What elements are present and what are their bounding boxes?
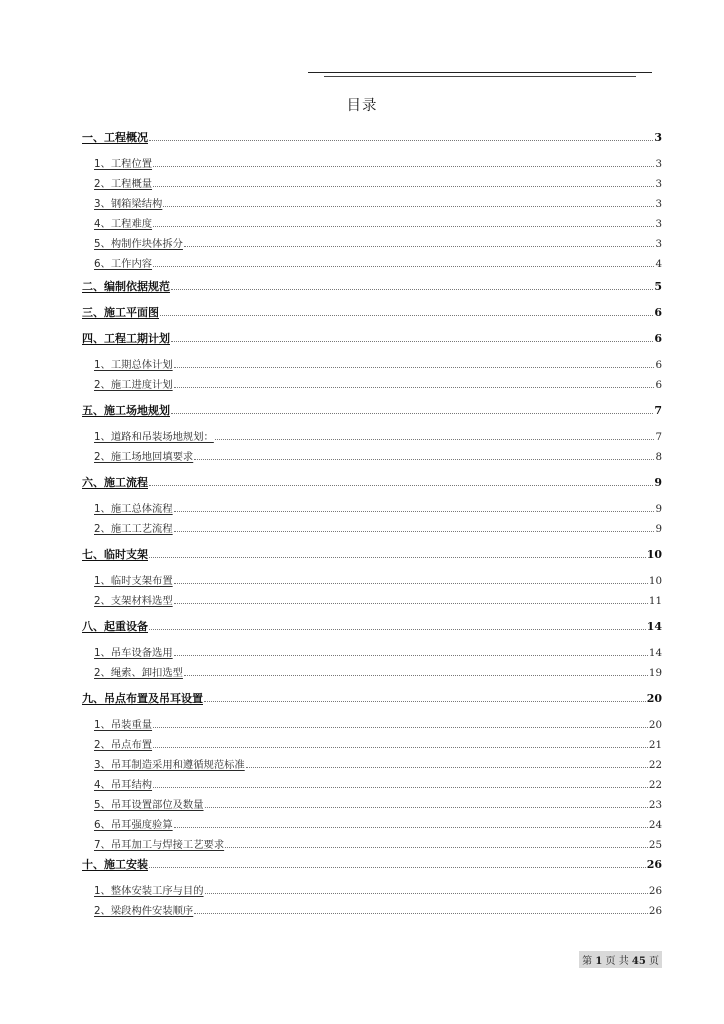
toc-entry-text[interactable]: 6、工作内容 xyxy=(94,258,153,270)
toc-dot-leader xyxy=(149,557,646,558)
toc-dot-leader xyxy=(174,387,655,388)
toc-subsection-entry[interactable] xyxy=(94,520,662,536)
toc-subsection-entry[interactable] xyxy=(94,500,662,516)
toc-section-entry[interactable] xyxy=(82,330,662,346)
toc-page-number[interactable]: 9 xyxy=(655,523,662,535)
toc-dot-leader xyxy=(149,140,653,141)
toc-page-number[interactable]: 26 xyxy=(646,858,662,871)
toc-dot-leader xyxy=(174,531,655,532)
footer-suffix: 页 xyxy=(649,956,659,967)
toc-dot-leader xyxy=(153,727,648,728)
toc-subsection-entry[interactable] xyxy=(94,664,662,680)
toc-dot-leader xyxy=(171,289,653,290)
toc-subsection-entry[interactable] xyxy=(94,756,662,772)
toc-dot-leader xyxy=(174,603,648,604)
toc-page-number[interactable]: 3 xyxy=(655,218,662,230)
toc-dot-leader xyxy=(174,583,648,584)
toc-dot-leader xyxy=(149,867,646,868)
toc-entry-text[interactable]: 四、工程工期计划 xyxy=(82,332,170,345)
toc-subsection-entry[interactable] xyxy=(94,796,662,812)
toc-section-entry[interactable] xyxy=(82,278,662,294)
toc-subsection-entry[interactable] xyxy=(94,816,662,832)
toc-dot-leader xyxy=(194,913,648,914)
toc-subsection-entry[interactable] xyxy=(94,644,662,660)
toc-page-number[interactable]: 22 xyxy=(648,779,662,791)
toc-dot-leader xyxy=(184,675,648,676)
toc-dot-leader xyxy=(153,747,648,748)
toc-entry-text[interactable]: 1、吊车设备选用 xyxy=(94,647,173,659)
toc-page-number[interactable]: 14 xyxy=(646,620,662,633)
toc-title: 目录 xyxy=(346,98,378,114)
toc-entry-text[interactable]: 1、整体安装工序与目的 xyxy=(94,885,204,897)
toc-page-number[interactable]: 5 xyxy=(654,280,662,293)
toc-page-number[interactable]: 24 xyxy=(648,819,662,831)
toc-subsection-entry[interactable] xyxy=(94,155,662,171)
toc-section-entry[interactable] xyxy=(82,474,662,490)
toc-entry-text[interactable]: 二、编制依据规范 xyxy=(82,280,170,293)
toc-entry-text[interactable]: 2、工程概量 xyxy=(94,178,153,190)
toc-entry-text[interactable]: 2、绳索、卸扣选型 xyxy=(94,667,183,679)
toc-dot-leader xyxy=(215,439,655,440)
footer-prefix: 第 xyxy=(582,956,593,967)
toc-page-number[interactable]: 9 xyxy=(655,503,662,515)
toc-subsection-entry[interactable] xyxy=(94,776,662,792)
toc-page-number[interactable]: 3 xyxy=(655,198,662,210)
toc-page-number[interactable]: 3 xyxy=(655,238,662,250)
toc-subsection-entry[interactable] xyxy=(94,428,662,444)
toc-dot-leader xyxy=(163,206,654,207)
toc-page-number[interactable]: 22 xyxy=(648,759,662,771)
toc-subsection-entry[interactable] xyxy=(94,882,662,898)
toc-entry-text[interactable]: 5、吊耳设置部位及数量 xyxy=(94,799,204,811)
toc-section-entry[interactable] xyxy=(82,546,662,562)
toc-page-number[interactable]: 7 xyxy=(654,404,662,417)
toc-dot-leader xyxy=(153,166,654,167)
toc-page-number[interactable]: 21 xyxy=(648,739,662,751)
toc-dot-leader xyxy=(184,246,655,247)
toc-dot-leader xyxy=(149,629,646,630)
toc-entry-text[interactable]: 2、施工场地回填要求 xyxy=(94,451,194,463)
toc-entry-text[interactable]: 4、吊耳结构 xyxy=(94,779,153,791)
toc-section-entry[interactable] xyxy=(82,129,662,145)
toc-dot-leader xyxy=(171,341,653,342)
toc-subsection-entry[interactable] xyxy=(94,255,662,271)
toc-page-number[interactable]: 19 xyxy=(648,667,662,679)
toc-page-number[interactable]: 26 xyxy=(648,905,662,917)
toc-dot-leader xyxy=(153,266,654,267)
toc-subsection-entry[interactable] xyxy=(94,215,662,231)
toc-subsection-entry[interactable] xyxy=(94,376,662,392)
toc-dot-leader xyxy=(153,226,654,227)
toc-entry-text[interactable]: 1、吊装重量 xyxy=(94,719,153,731)
toc-subsection-entry[interactable] xyxy=(94,356,662,372)
toc-section-entry[interactable] xyxy=(82,690,662,706)
toc-section-entry[interactable] xyxy=(82,402,662,418)
toc-subsection-entry[interactable] xyxy=(94,902,662,918)
toc-entry-text[interactable]: 1、道路和吊装场地规划： xyxy=(94,431,214,443)
toc-page-number[interactable]: 26 xyxy=(648,885,662,897)
footer-total-pages: 45 xyxy=(631,956,646,967)
toc-dot-leader xyxy=(204,701,646,702)
toc-entry-text[interactable]: 1、施工总体流程 xyxy=(94,503,173,515)
toc-dot-leader xyxy=(153,186,654,187)
toc-entry-text[interactable]: 一、工程概况 xyxy=(82,131,148,144)
toc-entry-text[interactable]: 4、工程难度 xyxy=(94,218,153,230)
toc-section-entry[interactable] xyxy=(82,856,662,872)
toc-page-number[interactable]: 14 xyxy=(648,647,662,659)
toc-entry-text[interactable]: 2、支架材料选型 xyxy=(94,595,173,607)
toc-entry-text[interactable]: 7、吊耳加工与焊接工艺要求 xyxy=(94,839,225,851)
toc-page-number[interactable]: 6 xyxy=(654,306,662,319)
toc-page-number[interactable]: 20 xyxy=(648,719,662,731)
toc-subsection-entry[interactable] xyxy=(94,195,662,211)
toc-dot-leader xyxy=(225,847,648,848)
toc-entry-text[interactable]: 3、钢箱梁结构 xyxy=(94,198,163,210)
toc-entry-text[interactable]: 七、临时支架 xyxy=(82,548,148,561)
toc-entry-text[interactable]: 三、施工平面图 xyxy=(82,306,159,319)
toc-subsection-entry[interactable] xyxy=(94,736,662,752)
toc-entry-text[interactable]: 2、吊点布置 xyxy=(94,739,153,751)
toc-dot-leader xyxy=(174,367,655,368)
toc-page-number[interactable]: 6 xyxy=(654,332,662,345)
toc-entry-text[interactable]: 2、施工进度计划 xyxy=(94,379,173,391)
toc-entry-text[interactable]: 五、施工场地规划 xyxy=(82,404,170,417)
toc-dot-leader xyxy=(153,787,648,788)
toc-page-number[interactable]: 7 xyxy=(655,431,662,443)
toc-entry-text[interactable]: 六、施工流程 xyxy=(82,476,148,489)
toc-page-number[interactable]: 4 xyxy=(655,258,662,270)
toc-page-number[interactable]: 10 xyxy=(646,548,662,561)
toc-dot-leader xyxy=(174,827,648,828)
toc-page-number[interactable]: 11 xyxy=(648,595,662,607)
toc-dot-leader xyxy=(160,315,653,316)
toc-dot-leader xyxy=(149,485,653,486)
toc-dot-leader xyxy=(246,767,648,768)
toc-dot-leader xyxy=(171,413,653,414)
toc-entry-text[interactable]: 2、梁段构件安装顺序 xyxy=(94,905,194,917)
toc-page-number[interactable]: 3 xyxy=(654,131,662,144)
toc-page-number[interactable]: 10 xyxy=(648,575,662,587)
toc-entry-text[interactable]: 3、吊耳制造采用和遵循规范标准 xyxy=(94,759,245,771)
toc-entry-text[interactable]: 1、临时支架布置 xyxy=(94,575,173,587)
toc-page-number[interactable]: 8 xyxy=(655,451,662,463)
toc-dot-leader xyxy=(174,655,648,656)
toc-page-number[interactable]: 20 xyxy=(646,692,662,705)
toc-subsection-entry[interactable] xyxy=(94,592,662,608)
toc-dot-leader xyxy=(205,807,648,808)
toc-page-number[interactable]: 9 xyxy=(654,476,662,489)
toc-entry-text[interactable]: 十、施工安装 xyxy=(82,858,148,871)
toc-entry-text[interactable]: 2、施工工艺流程 xyxy=(94,523,173,535)
toc-dot-leader xyxy=(174,511,655,512)
toc-entry-text[interactable]: 5、构制作块体拆分 xyxy=(94,238,183,250)
footer-middle: 页 共 xyxy=(605,956,629,967)
toc-page-number[interactable]: 25 xyxy=(648,839,662,851)
toc-subsection-entry[interactable] xyxy=(94,235,662,251)
toc-page-number[interactable]: 23 xyxy=(648,799,662,811)
toc-entry-text[interactable]: 九、吊点布置及吊耳设置 xyxy=(82,692,203,705)
toc-section-entry[interactable] xyxy=(82,304,662,320)
toc-entry-text[interactable]: 6、吊耳强度验算 xyxy=(94,819,173,831)
toc-page-number[interactable]: 6 xyxy=(655,359,662,371)
page-number-footer xyxy=(579,951,662,968)
toc-entry-text[interactable]: 八、起重设备 xyxy=(82,620,148,633)
toc-entry-text[interactable]: 1、工期总体计划 xyxy=(94,359,173,371)
toc-entry-text[interactable]: 1、工程位置 xyxy=(94,158,153,170)
toc-page-number[interactable]: 3 xyxy=(655,158,662,170)
toc-page-number[interactable]: 6 xyxy=(655,379,662,391)
toc-subsection-entry[interactable] xyxy=(94,572,662,588)
toc-dot-leader xyxy=(194,459,654,460)
toc-section-entry[interactable] xyxy=(82,618,662,634)
toc-subsection-entry[interactable] xyxy=(94,175,662,191)
toc-dot-leader xyxy=(205,893,648,894)
footer-current-page: 1 xyxy=(595,956,603,967)
toc-subsection-entry[interactable] xyxy=(94,448,662,464)
toc-subsection-entry[interactable] xyxy=(94,836,662,852)
toc-subsection-entry[interactable] xyxy=(94,716,662,732)
toc-page-number[interactable]: 3 xyxy=(655,178,662,190)
table-of-contents xyxy=(82,0,662,1024)
